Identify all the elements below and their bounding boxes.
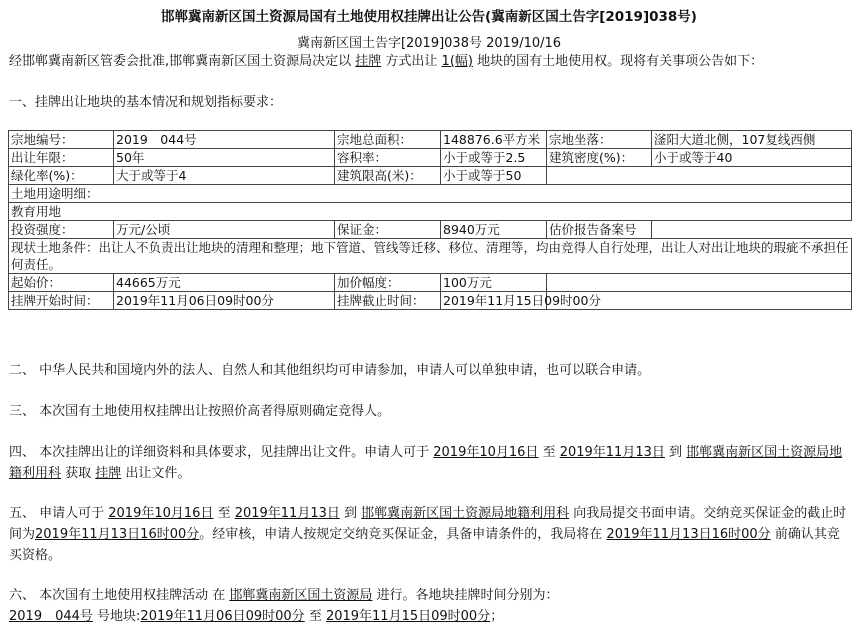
table-value: 148876.6平方米 xyxy=(441,131,547,149)
section-5 xyxy=(9,503,852,566)
table-row xyxy=(9,203,852,221)
table-label: 宗地坐落： xyxy=(547,131,652,149)
transfer-method: 挂牌 xyxy=(95,466,122,481)
table-label: 出让年限： xyxy=(9,149,114,167)
intro-text: 地块的国有土地使用权。现将有关事项公告如下： xyxy=(472,54,764,69)
section-4 xyxy=(9,442,852,484)
table-row xyxy=(9,292,852,310)
land-use-value: 教育用地 xyxy=(9,203,852,221)
section-text: 出让文件。 xyxy=(121,466,191,481)
section-3: 三、 本次国有土地使用权挂牌出让按照价高者得原则确定竞得人。 xyxy=(9,404,391,419)
table-label: 挂牌截止时间： xyxy=(335,292,441,310)
table-label: 宗地总面积： xyxy=(335,131,441,149)
section-text: 至 xyxy=(213,506,235,521)
section-text: 前确认其竞买资格。 xyxy=(9,527,840,563)
table-value: 小于或等于50 xyxy=(441,167,547,185)
table-row xyxy=(9,149,852,167)
parcel-count: 1(幅) xyxy=(441,54,473,69)
table-value: 大于或等于4 xyxy=(114,167,335,185)
transfer-method: 挂牌 xyxy=(355,54,382,69)
table-value: 2019年11月15日09时00分 xyxy=(441,292,547,310)
table-value: 小于或等于40 xyxy=(652,149,852,167)
deposit-deadline: 2019年11月13日16时00分 xyxy=(35,527,200,542)
table-empty-cell xyxy=(547,274,852,292)
section-text: 号地块: xyxy=(92,609,141,624)
section-text: 至 xyxy=(538,445,560,460)
section-text: 获取 xyxy=(61,466,96,481)
qualification-deadline: 2019年11月13日16时00分 xyxy=(606,527,771,542)
date-start: 2019年10月16日 xyxy=(433,445,539,460)
table-label: 起始价： xyxy=(9,274,114,292)
table-value: 100万元 xyxy=(441,274,547,292)
table-row xyxy=(9,239,852,274)
table-row xyxy=(9,274,852,292)
table-row xyxy=(9,221,852,239)
table-label: 绿化率(%)： xyxy=(9,167,114,185)
table-label: 挂牌开始时间： xyxy=(9,292,114,310)
table-label: 宗地编号： xyxy=(9,131,114,149)
table-row xyxy=(9,167,852,185)
section-text: ； xyxy=(490,609,504,624)
intro-paragraph xyxy=(9,51,852,72)
table-label: 建筑限高(米)： xyxy=(335,167,441,185)
table-value: 50年 xyxy=(114,149,335,167)
section-6 xyxy=(9,585,852,627)
listing-start-time: 2019年11月06日09时00分 xyxy=(140,609,305,624)
table-label: 投资强度： xyxy=(9,221,114,239)
date-start: 2019年10月16日 xyxy=(108,506,214,521)
table-value: 2019年11月06日09时00分 xyxy=(114,292,335,310)
intro-text: 方式出让 xyxy=(381,54,442,69)
table-label: 加价幅度： xyxy=(335,274,441,292)
table-value: 小于或等于2.5 xyxy=(441,149,547,167)
table-label: 容积率： xyxy=(335,149,441,167)
table-value: 滏阳大道北侧，107复线西侧 xyxy=(652,131,852,149)
parcel-number: 2019 044号 xyxy=(9,609,93,624)
section-2: 二、 中华人民共和国境内外的法人、自然人和其他组织均可申请参加，申请人可以单独申请，也可以联合申请。 xyxy=(9,363,651,378)
site-condition-text: 现状土地条件：出让人不负责出让地块的清理和整理；地下管道、管线等迁移、移位、清理等，均由竞得人自行处理，出让人对出让地块的瑕疵不承担任何责任。 xyxy=(9,239,852,274)
section-1-heading: 一、挂牌出让地块的基本情况和规划指标要求： xyxy=(9,95,283,110)
announcement-number-date: 冀南新区国土告字[2019]038号 2019/10/16 xyxy=(296,36,562,51)
table-row xyxy=(9,131,852,149)
section-text: 到 xyxy=(339,506,362,521)
table-empty-cell xyxy=(547,167,852,185)
section-text: 五、 申请人可于 xyxy=(9,506,109,521)
venue: 邯郸冀南新区国土资源局 xyxy=(229,588,373,603)
table-value: 2019 044号 xyxy=(114,131,335,149)
intro-text: 经邯郸冀南新区管委会批准,邯郸冀南新区国土资源局决定以 xyxy=(9,54,356,69)
section-text: 进行。各地块挂牌时间分别为： xyxy=(372,588,559,603)
section-text: 至 xyxy=(304,609,326,624)
office-location: 邯郸冀南新区国土资源局地籍利用科 xyxy=(361,506,570,521)
page-title: 邯郸冀南新区国土资源局国有土地使用权挂牌出让公告(冀南新区国土告字[2019]038号) xyxy=(161,9,697,25)
section-text: 向我局提交书面申请。交纳竞买保证金的截止时间为 xyxy=(9,506,847,542)
listing-end-time: 2019年11月15日09时00分 xyxy=(325,609,491,624)
section-text: 到 xyxy=(664,445,687,460)
date-end: 2019年11月13日 xyxy=(234,506,340,521)
table-label: 土地用途明细： xyxy=(9,185,852,203)
parcel-info-table xyxy=(8,130,852,310)
table-value: 8940万元 xyxy=(441,221,547,239)
table-value: 万元/公顷 xyxy=(114,221,335,239)
section-text: 四、 本次挂牌出让的详细资料和具体要求，见挂牌出让文件。申请人可于 xyxy=(9,445,434,460)
date-end: 2019年11月13日 xyxy=(559,445,665,460)
table-label: 估价报告备案号 xyxy=(547,221,652,239)
section-text: 。经审核，申请人按规定交纳竞买保证金，具备申请条件的，我局将在 xyxy=(199,527,607,542)
office-location: 邯郸冀南新区国土资源局地籍利用科 xyxy=(9,445,843,481)
table-label: 保证金： xyxy=(335,221,441,239)
table-row xyxy=(9,185,852,203)
table-value: 44665万元 xyxy=(114,274,335,292)
table-label: 建筑密度(%)： xyxy=(547,149,652,167)
section-text: 六、 本次国有土地使用权挂牌活动 在 xyxy=(9,588,230,603)
table-empty-cell xyxy=(652,221,852,239)
